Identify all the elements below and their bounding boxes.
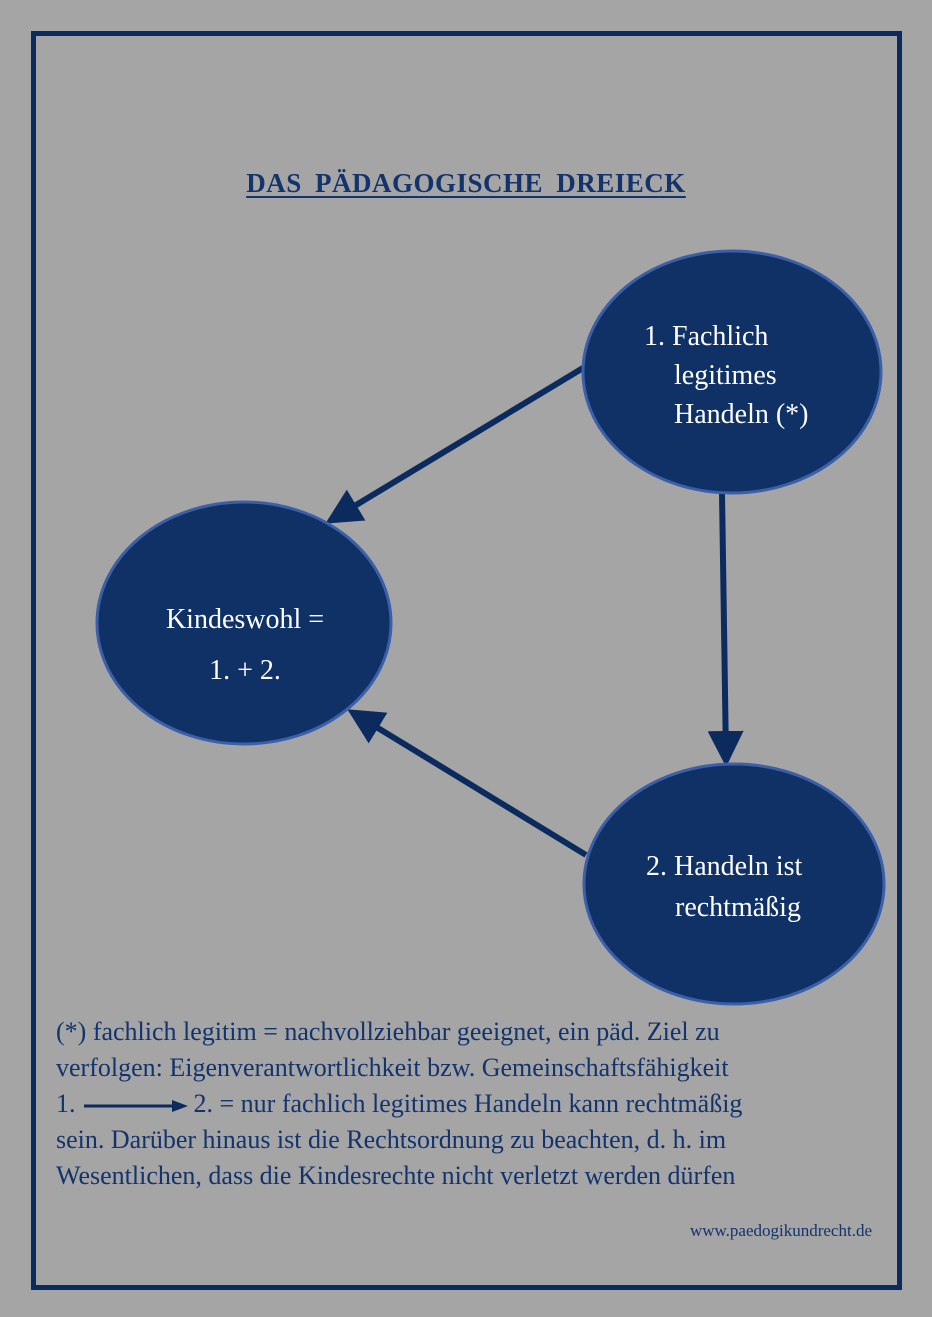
footnote-line-4: sein. Darüber hinaus ist die Rechtsordnung zu beachten, d. h. im xyxy=(56,1125,727,1154)
node-kindeswohl-line2: 1. + 2. xyxy=(209,655,281,686)
arrow-rechtmaessig-to-kindeswohl xyxy=(355,714,586,855)
node-rechtmaessig-line2: rechtmäßig xyxy=(675,892,801,923)
node-fachlich-line3: Handeln (*) xyxy=(674,399,809,430)
node-fachlich-line2: legitimes xyxy=(674,360,777,391)
arrow-fachlich-to-kindeswohl xyxy=(333,368,583,519)
node-fachlich-line1: 1. Fachlich xyxy=(644,321,769,352)
node-kindeswohl-line1: Kindeswohl = xyxy=(165,604,325,635)
footnote xyxy=(56,1014,886,1194)
node-rechtmaessig-line1: 2. Handeln ist xyxy=(646,851,803,882)
node-rechtmaessig xyxy=(584,764,884,1004)
footnote-line-1: (*) fachlich legitim = nachvollziehbar geeignet, ein päd. Ziel zu xyxy=(56,1017,720,1046)
node-kindeswohl xyxy=(97,502,391,744)
title-text: DAS PÄDAGOGISCHE DREIECK xyxy=(246,168,686,198)
node-fachlich-legitim xyxy=(583,251,881,493)
footnote-line-5: Wesentlichen, dass die Kindesrechte nicht verletzt werden dürfen xyxy=(56,1161,736,1190)
right-arrow-icon xyxy=(84,1099,188,1113)
node-rechtmaessig-ellipse xyxy=(584,764,884,1004)
website-link[interactable]: www.paedogikundrecht.de xyxy=(689,1221,872,1240)
footnote-line-3 xyxy=(56,1086,886,1122)
footnote-line-2: verfolgen: Eigenverantwortlichkeit bzw. Gemeinschaftsfähigkeit xyxy=(56,1053,729,1082)
footnote-line-3-end: 2. = nur fachlich legitimes Handeln kann rechtmäßig xyxy=(193,1089,743,1118)
arrow-fachlich-to-rechtmaessig xyxy=(722,493,726,758)
footnote-line-3-start: 1. xyxy=(56,1089,76,1118)
